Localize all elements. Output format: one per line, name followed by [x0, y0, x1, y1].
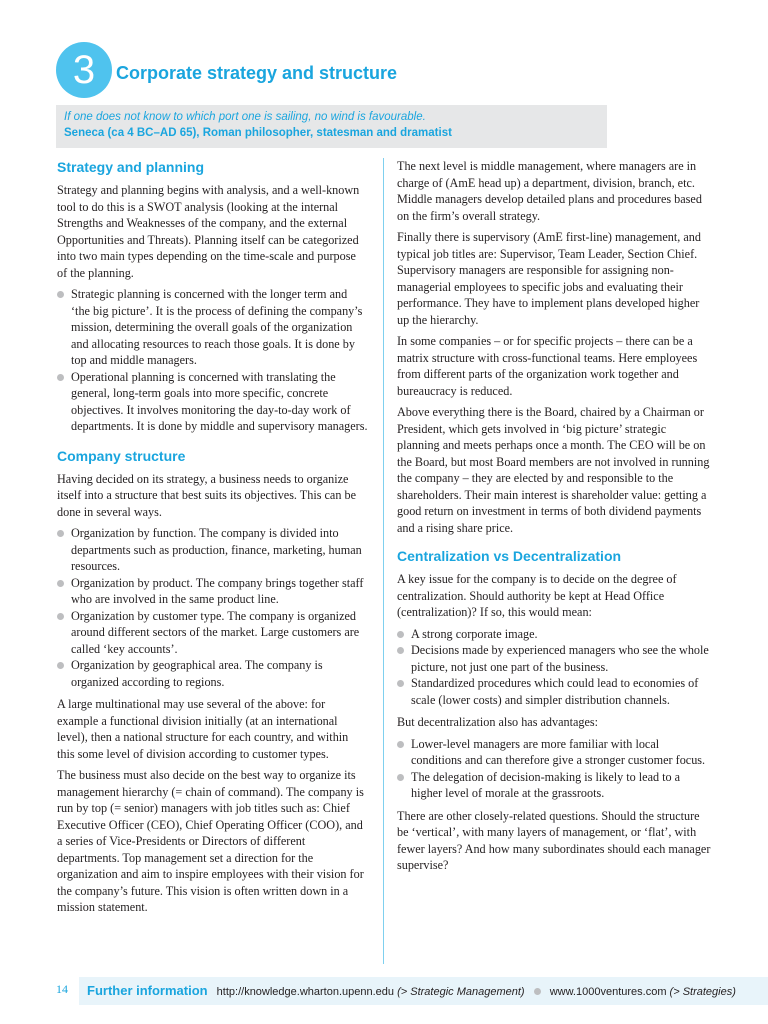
bullet-item: Operational planning is concerned with translating the general, long-term goals into more specific, concrete objectives. It involves monitoring the day-to-day work of departments. It is done by middle and supervisory managers. — [57, 369, 368, 435]
left-column — [57, 158, 368, 921]
bullet-item: Organization by function. The company is divided into departments such as production, finance, marketing, human resources. — [57, 525, 368, 575]
bullet-item: Organization by product. The company brings together staff who are involved in the same product line. — [57, 575, 368, 608]
bullet-list — [57, 525, 368, 690]
link-1000ventures[interactable]: www.1000ventures.com — [549, 986, 667, 998]
bullet-separator-icon — [534, 988, 541, 995]
paragraph: Having decided on its strategy, a business needs to organize itself into a structure that best suits its objectives. This can be done in several ways. — [57, 471, 356, 519]
paragraph: Finally there is supervisory (AmE first-line) management, and typical job titles are: Supervisor, Team Leader, Section Chief. Supervisory managers are responsible for assigning non-managerial employees to specific jobs and evaluating their performance. They have to implement plans developed higher up the hierarchy. — [397, 230, 701, 327]
paragraph: The next level is middle management, where managers are in charge of (AmE head up) a department, division, branch, etc. Middle managers develop detailed plans and procedures based on the firm’s overall strategy. — [397, 159, 702, 223]
bullet-item: Lower-level managers are more familiar with local conditions and can therefore give a stronger customer focus. — [397, 736, 711, 769]
paragraph: A large multinational may use several of the above: for example a functional division initially (at an international level), then a national structure for each country, and within this some level of division according to customer types. — [57, 697, 349, 761]
further-information-bar — [79, 977, 768, 1005]
bullet-item: Strategic planning is concerned with the longer term and ‘the big picture’. It is the process of defining the company’s mission, determining the overall goals of the organization and allocating resources to reach those goals. It is done by top and middle managers. — [57, 286, 368, 369]
paragraph: The business must also decide on the best way to organize its management hierarchy (= chain of command). The company is run by top (= senior) managers with job titles such as: Chief Executive Officer (CEO), Chief Operating Officer (COO), and a series of Vice-Presidents or Directors of different departments. Top management set a direction for the organization and aim to inspire employees with their vision for the company’s future. This vision is often written down in a mission statement. — [57, 768, 364, 914]
bullet-item: Organization by customer type. The company is organized around different sectors of the market. Large customers are called ‘key accounts’. — [57, 608, 368, 658]
further-information-label: Further information — [87, 983, 208, 998]
chapter-title: Corporate strategy and structure — [116, 63, 398, 83]
bullet-list — [397, 626, 711, 709]
bullet-item: Organization by geographical area. The company is organized according to regions. — [57, 657, 368, 690]
column-divider — [383, 158, 384, 964]
heading-structure: Company structure — [57, 447, 186, 464]
link-wharton[interactable]: http://knowledge.wharton.upenn.edu — [216, 986, 395, 998]
bullet-list — [57, 286, 368, 435]
paragraph: Above everything there is the Board, chaired by a Chairman or President, which gets involved in ‘big picture’ strategic planning and meets perhaps once a month. The CEO will be on the Board, but most Board members are not involved in running the company – they are elected by and responsible to the shareholders. Their main interest is shareholder value: getting a good return on investment in terms of both dividend payments and a rising share price. — [397, 405, 710, 535]
paragraph: But decentralization also has advantages: — [397, 715, 599, 729]
heading-centralization: Centralization vs Decentralization — [397, 548, 622, 564]
paragraph: There are other closely-related questions. Should the structure be ‘vertical’, with many layers of management, or ‘flat’, with fewer layers? And how many subordinates should each manager supervise? — [397, 808, 711, 872]
bullet-list — [397, 736, 711, 802]
right-column — [397, 158, 711, 879]
link-wharton-note: (> Strategic Management) — [397, 986, 525, 998]
epigraph-attribution: Seneca (ca 4 BC–AD 65), Roman philosopher, statesman and dramatist — [64, 127, 452, 139]
heading-strategy: Strategy and planning — [57, 159, 205, 175]
chapter-number: 3 — [56, 42, 112, 98]
bullet-item: A strong corporate image. — [397, 626, 711, 643]
epigraph — [56, 105, 607, 148]
link-1000ventures-note: (> Strategies) — [669, 986, 736, 998]
paragraph: Strategy and planning begins with analysis, and a well-known tool to do this is a SWOT analysis (looking at the internal Strengths and Weaknesses of the company, and the external Opportunities and Threats). Planning itself can be categorized into two main types depending on the time-scale and purpose of the planning. — [57, 183, 360, 280]
epigraph-quote: If one does not know to which port one is sailing, no wind is favourable. — [64, 111, 426, 123]
bullet-item: Decisions made by experienced managers who see the whole picture, not just one part of the business. — [397, 642, 711, 675]
bullet-item: Standardized procedures which could lead to economies of scale (lower costs) and simpler distribution channels. — [397, 675, 711, 708]
paragraph: In some companies – or for specific projects – there can be a matrix structure with cross-functional teams. Here employees from different parts of the organization work together and bureaucracy is reduced. — [397, 334, 698, 398]
page-number: 14 — [56, 982, 68, 996]
paragraph: A key issue for the company is to decide on the degree of centralization. Should authority be kept at Head Office (centralization)? If so, this would mean: — [397, 572, 677, 619]
bullet-item: The delegation of decision-making is likely to lead to a higher level of morale at the grassroots. — [397, 769, 711, 802]
